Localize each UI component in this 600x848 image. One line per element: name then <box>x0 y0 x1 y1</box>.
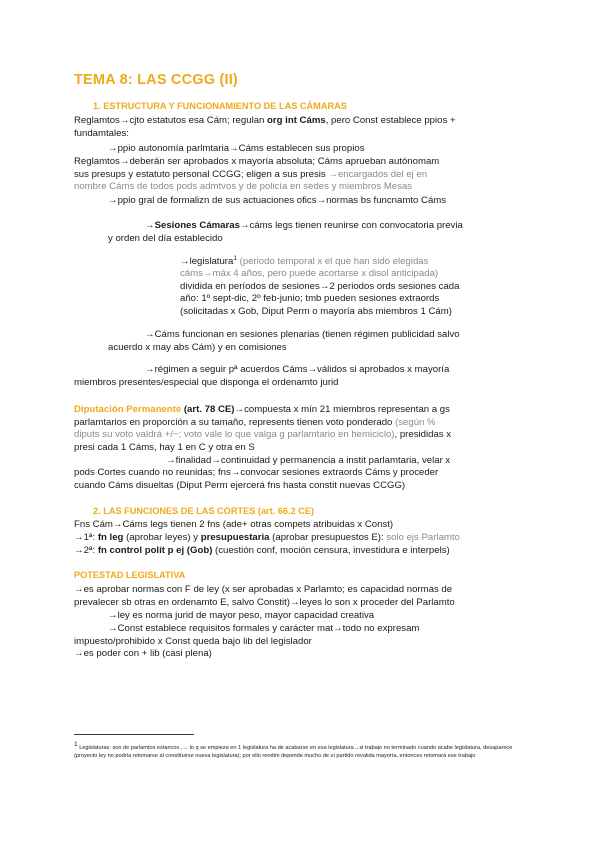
paragraph-line: (solicitadas x Gob, Diput Perm o mayoría abs miembros 1 Cám) <box>180 306 452 317</box>
paragraph-line: →Const establece requisitos formales y carácter mat→todo no expresam <box>108 623 420 634</box>
diputacion-heading: Diputación Permanente <box>74 404 182 415</box>
paragraph-line: →finalidad→continuidad y permanencia a instit parlamtaria, velar x <box>166 455 451 466</box>
paragraph-line: →es aprobar normas con F de ley (x ser aprobadas x Parlamto; es capacidad normas de <box>74 584 453 595</box>
footnote-ref: 1 <box>233 254 237 262</box>
paragraph-line: miembros presentes/especial que disponga el ordenamto jurid <box>74 377 339 388</box>
paragraph-line: Fns Cám→Cáms legs tienen 2 fns (ade+ otras compets atribuidas x Const) <box>74 519 394 530</box>
footnote-mark: 1 <box>74 741 78 749</box>
paragraph-line: diputs su voto valdrá +/−; voto vale lo que valga g parlamtario en hemiciclo), presididas x <box>74 429 452 440</box>
paragraph-line: →Cáms funcionan en sesiones plenarias (tienen régimen publicidad salvo <box>145 329 460 340</box>
footnote <box>74 741 526 760</box>
paragraph-line: sus presups y estatuto personal CCGG; eligen a sus presis →encargados del ej en <box>74 169 428 180</box>
paragraph-line: prevalecer sb otras en ordenamto E, salvo Constit)→leyes lo son x proceder del Parlamto <box>74 597 455 608</box>
footnote-text: Legislaturas: son de parlamtos estancos ,→ lo q se empieza en 1 legislatura ha de acabarse en esa legislatura→si trabajo no terminado cuando acabe legislatura, desaparece (proyecto ley no podría retomarse al constituirse nueva legislatura); por ello rendim depende mucho de sí partido revalida mayoría, entonces retomará ese trabajo <box>74 745 513 760</box>
paragraph-line: Reglamtos→cjto estatutos esa Cám; regulan org int Cáms, pero Const establece ppios + <box>74 115 456 126</box>
paragraph-line: →Sesiones Cámaras→cáms legs tienen reunirse con convocatoria previa <box>145 220 463 231</box>
paragraph-line: presi cada 1 Cáms, hay 1 en C y otra en S <box>74 442 255 453</box>
page-title: TEMA 8: LAS CCGG (II) <box>74 72 238 88</box>
potestad-heading: POTESTAD LEGISLATIVA <box>74 570 186 580</box>
paragraph-line: parlamtarios en proporción a su tamaño, represents tienen voto ponderado (según % <box>74 417 436 428</box>
paragraph-line: nombre Cáms de todos pods admtvos y de policía en sedes y miembros Mesas <box>74 181 413 192</box>
paragraph-line: Reglamtos→deberán ser aprobados x mayoría absoluta; Cáms aprueban autónomam <box>74 156 440 167</box>
paragraph-line: →1ª: fn leg (aprobar leyes) y presupuestaria (aprobar presupuestos E): solo ejs Parlamto <box>74 532 460 543</box>
paragraph-line: cáms→máx 4 años, pero puede acortarse x disol anticipada) <box>180 268 439 279</box>
paragraph-line: →ppio autonomía parlmtaria→Cáms establecen sus propios <box>108 143 365 154</box>
section-2-heading: 2. LAS FUNCIONES DE LAS CORTES (art. 66.2 CE) <box>93 506 315 516</box>
paragraph-line: y orden del día establecido <box>108 233 223 244</box>
paragraph-line: →régimen a seguir pª acuerdos Cáms→válidos si aprobados x mayoría <box>145 364 450 375</box>
footnote-divider <box>74 734 194 735</box>
paragraph-line: cuando Cáms disueltas (Diput Perm ejercerá fns hasta constit nuevas CCGG) <box>74 480 406 491</box>
paragraph-line: fundamtales: <box>74 128 129 139</box>
paragraph-line: año: 1º sept-dic, 2º feb-junio; tmb pueden sesiones extraords <box>180 293 440 304</box>
paragraph-line: →ley es norma jurid de mayor peso, mayor capacidad creativa <box>108 610 375 621</box>
section-1-heading: 1. ESTRUCTURA Y FUNCIONAMIENTO DE LAS CÁMARAS <box>93 101 347 111</box>
paragraph-line: →legislatura$^1$ (periodo temporal x el que han sido elegidas <box>180 254 429 267</box>
paragraph-line: →es poder con + lib (casi plena) <box>74 648 212 659</box>
paragraph-line: dividida en períodos de sesiones→2 periodos ords sesiones cada <box>180 281 460 292</box>
paragraph-line: Diputación Permanente (art. 78 CE)→compuesta x mín 21 miembros representan a gs <box>74 404 450 415</box>
paragraph-line: →2ª: fn control polít p ej (Gob) (cuestión conf, moción censura, investidura e interpels) <box>74 545 450 556</box>
paragraph-line: impuesto/prohibido x Const queda bajo lib del legislador <box>74 636 312 647</box>
paragraph-line: →ppio gral de formalizn de sus actuaciones ofics→normas bs funcnamto Cáms <box>108 195 447 206</box>
paragraph-line: pods Cortes cuando no reunidas; fns→convocar sesiones extraords Cáms y proceder <box>74 467 439 478</box>
paragraph-line: acuerdo x may abs Cám) y en comisiones <box>108 342 287 353</box>
